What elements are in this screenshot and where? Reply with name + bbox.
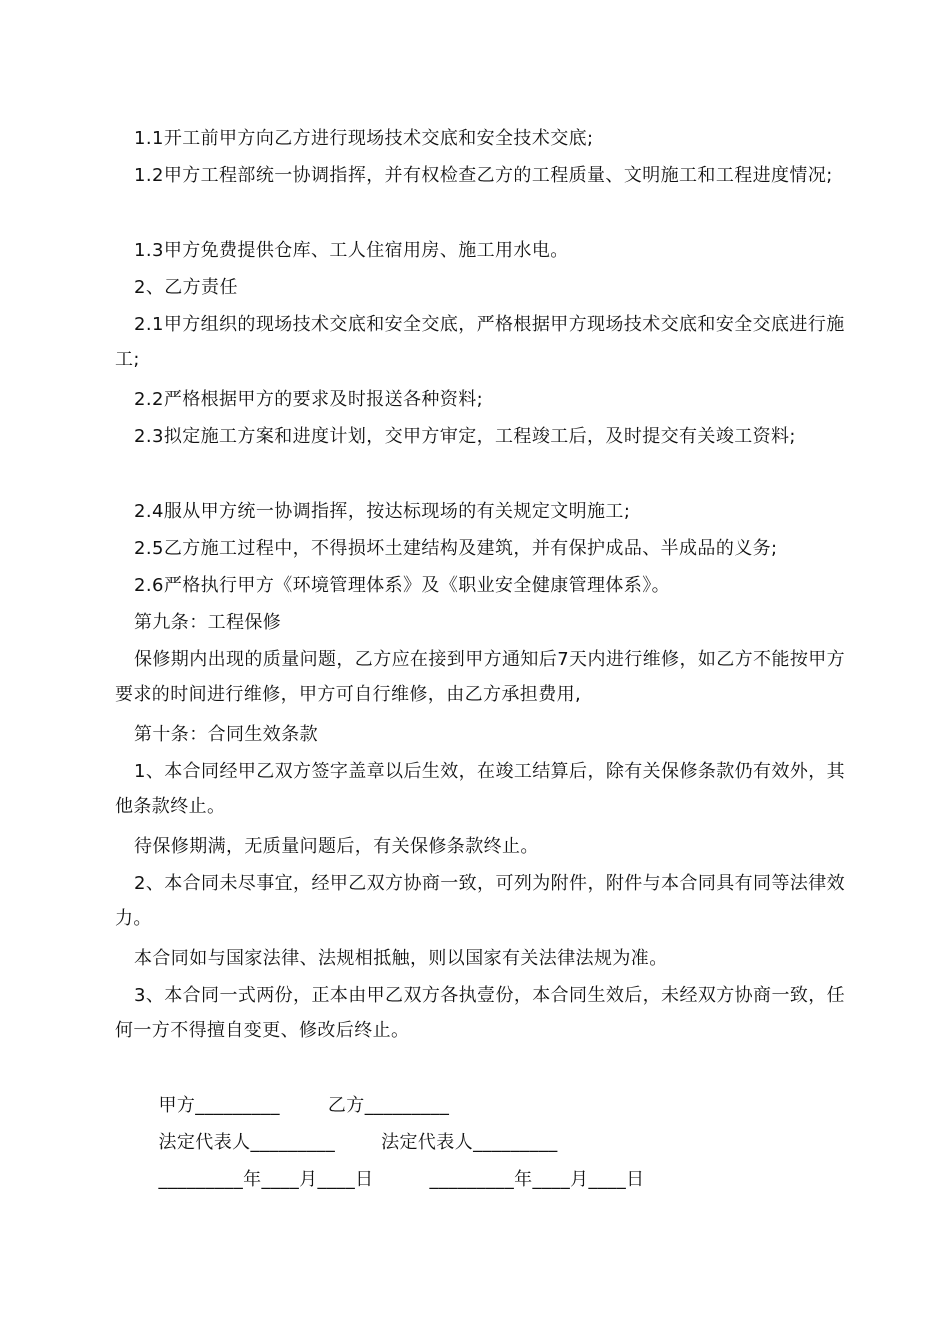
effect-clause-2: 2、本合同未尽事宜，经甲乙双方协商一致，可列为附件，附件与本合同具有同等法律效力。	[115, 873, 846, 929]
clause-2-3: 2.3拟定施工方案和进度计划，交甲方审定，工程竣工后，及时提交有关竣工资料;	[134, 426, 796, 447]
party-b-date-line: _________年____月____日	[429, 1169, 645, 1190]
clause-2-6: 2.6严格执行甲方《环境管理体系》及《职业安全健康管理体系》。	[134, 575, 671, 596]
party-b-signature-line: 乙方_________	[327, 1095, 450, 1116]
clause-2-5: 2.5乙方施工过程中，不得损坏土建结构及建筑，并有保护成品、半成品的义务;	[134, 538, 778, 559]
clause-2-4: 2.4服从甲方统一协调指挥，按达标现场的有关规定文明施工;	[134, 501, 631, 522]
effect-clause-1: 1、本合同经甲乙双方签字盖章以后生效，在竣工结算后，除有关保修条款仍有效外，其他条款终止。	[115, 761, 846, 817]
clause-2-1: 2.1甲方组织的现场技术交底和安全交底，严格根据甲方现场技术交底和安全交底进行施工;	[115, 314, 845, 370]
clause-1-1: 1.1开工前甲方向乙方进行现场技术交底和安全技术交底;	[134, 128, 594, 149]
article-10-heading: 第十条：合同生效条款	[134, 724, 318, 745]
party-a-representative-line: 法定代表人_________	[158, 1132, 336, 1153]
warranty-expiry-text: 待保修期满，无质量问题后，有关保修条款终止。	[134, 836, 539, 857]
party-a-date-line: _________年____月____日	[158, 1169, 374, 1190]
signature-date-row	[134, 1127, 645, 1232]
article-9-heading: 第九条：工程保修	[134, 612, 282, 633]
clause-1-3: 1.3甲方免费提供仓库、工人住宿用房、施工用水电。	[134, 240, 569, 261]
warranty-paragraph: 保修期内出现的质量问题，乙方应在接到甲方通知后7天内进行维修，如乙方不能按甲方要求的时间进行维修，甲方可自行维修，由乙方承担费用,	[115, 649, 846, 705]
party-a-signature-line: 甲方_________	[158, 1095, 280, 1116]
clause-1-2: 1.2甲方工程部统一协调指挥，并有权检查乙方的工程质量、文明施工和工程进度情况;	[134, 165, 833, 186]
effect-clause-3: 3、本合同一式两份，正本由甲乙双方各执壹份，本合同生效后，未经双方协商一致，任何一方不得擅自变更、修改后终止。	[115, 985, 846, 1041]
clause-2-2: 2.2严格根据甲方的要求及时报送各种资料;	[134, 389, 484, 410]
law-precedence-text: 本合同如与国家法律、法规相抵触，则以国家有关法律法规为准。	[134, 948, 668, 969]
section-party-b-duties: 2、乙方责任	[134, 277, 238, 298]
party-b-representative-line: 法定代表人_________	[381, 1132, 558, 1153]
